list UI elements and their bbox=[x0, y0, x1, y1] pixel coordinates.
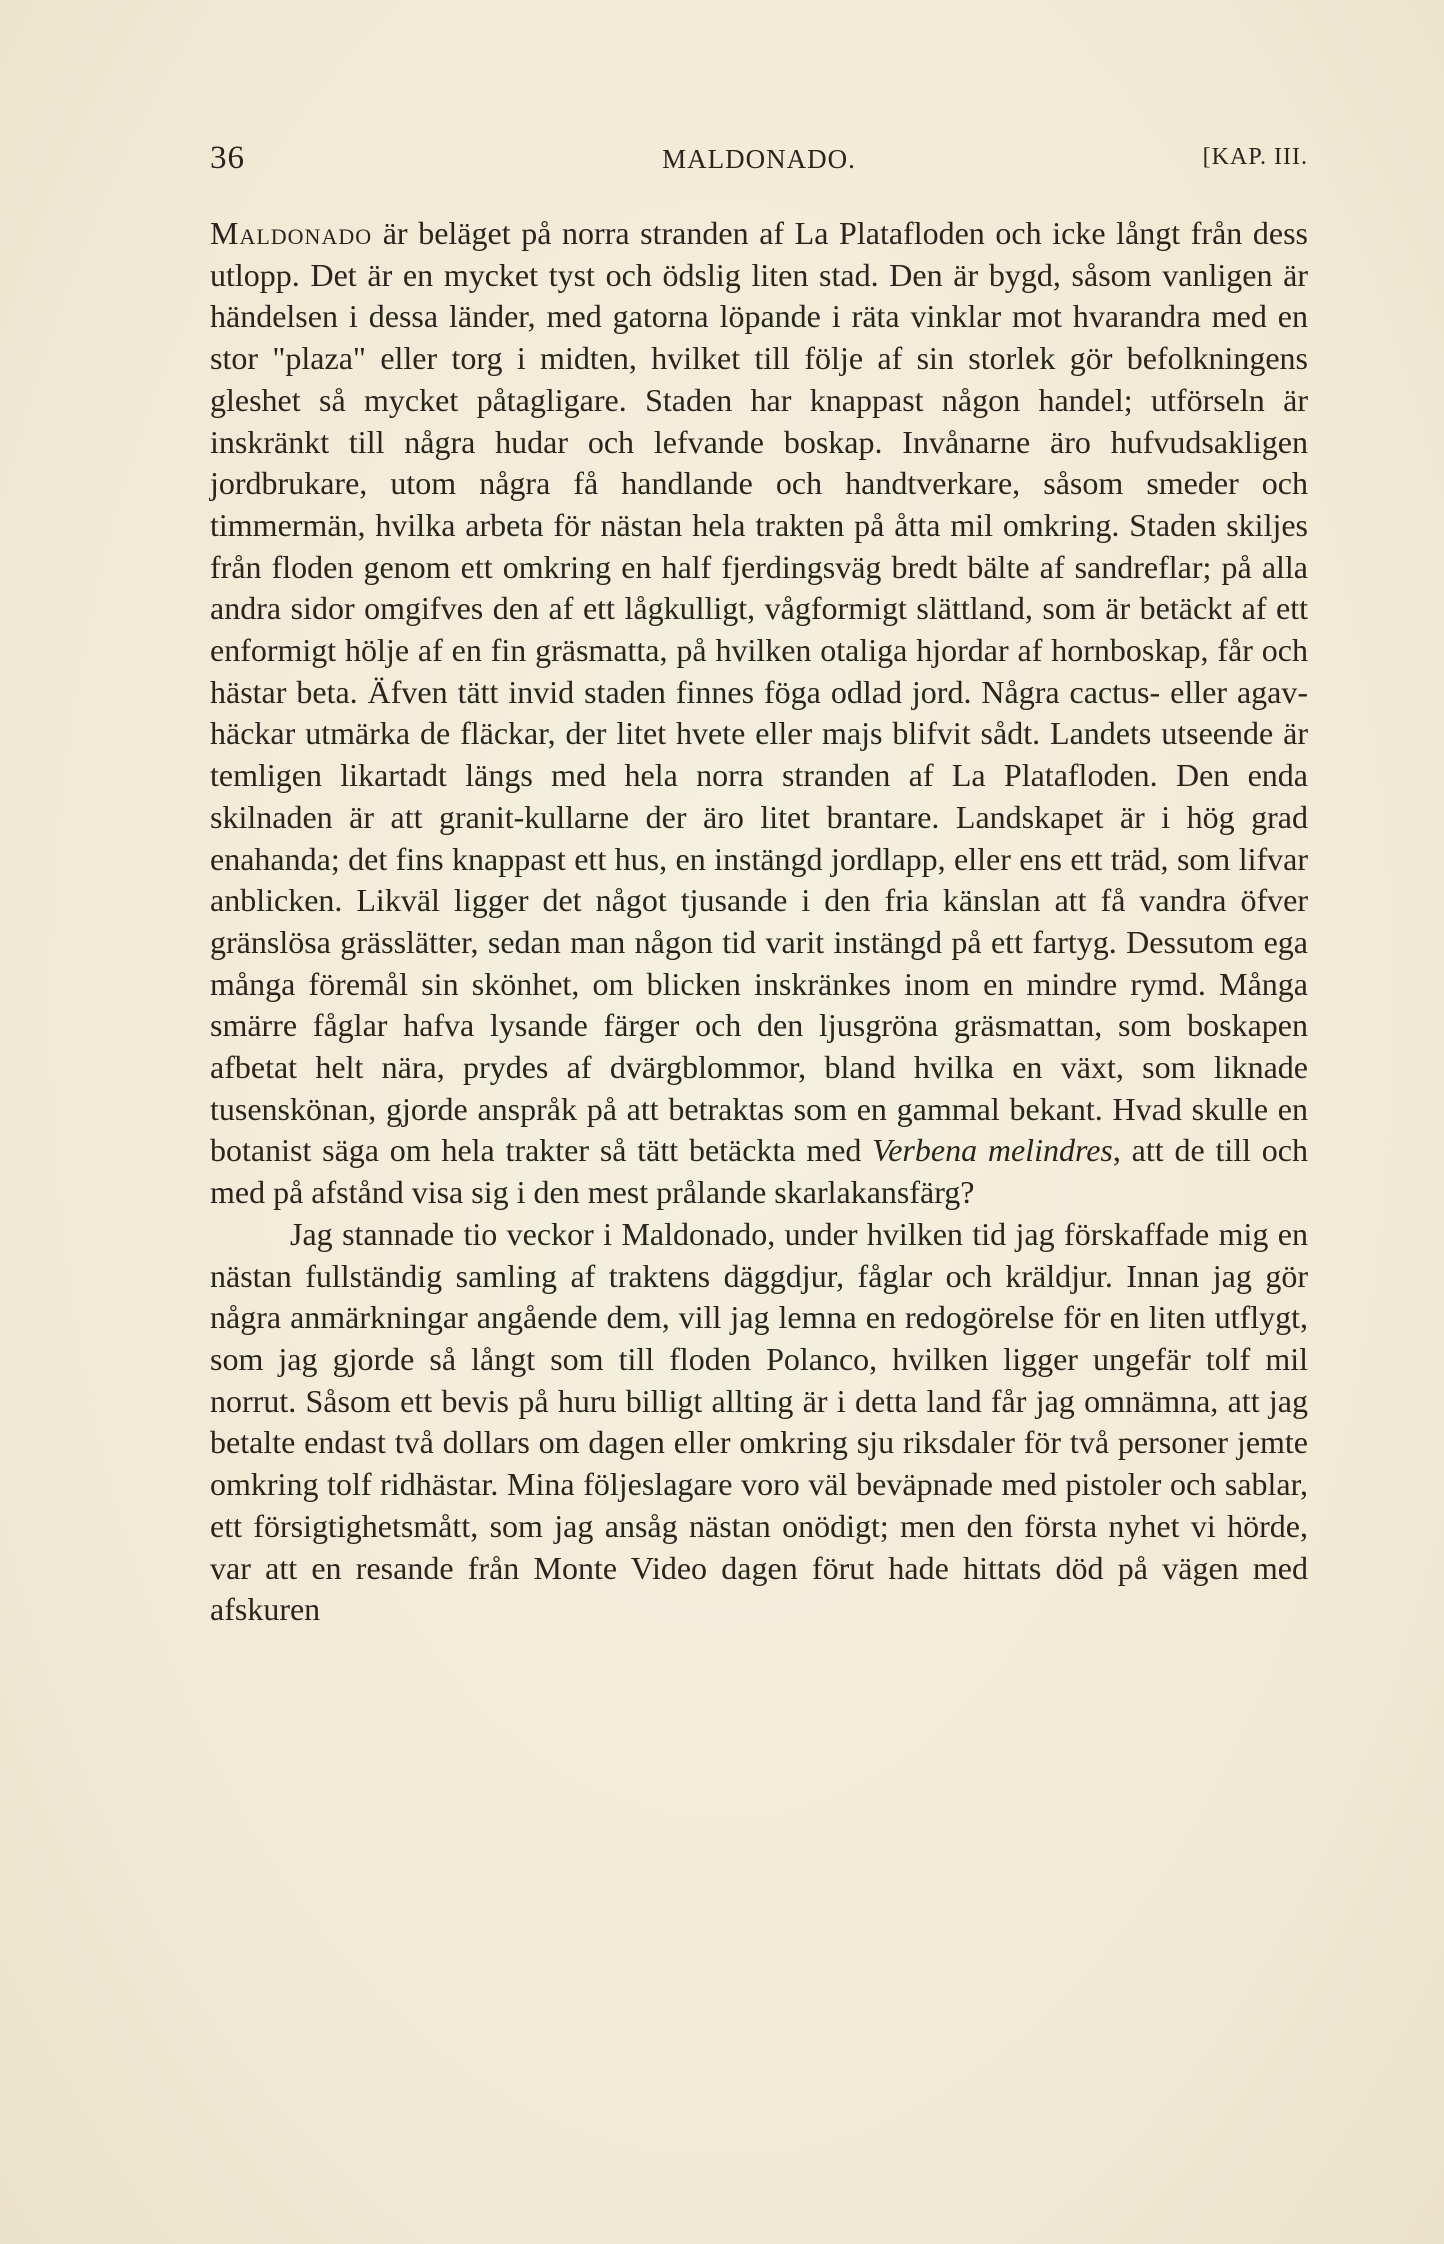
running-title: MALDONADO. bbox=[662, 144, 856, 174]
lead-word: Maldonado bbox=[210, 215, 373, 251]
body-text bbox=[210, 213, 1308, 1631]
chapter-reference: [KAP. III. bbox=[1202, 144, 1308, 170]
running-head bbox=[210, 140, 1308, 180]
paragraph-excursion: Jag stannade tio veckor i Maldonado, under hvilken tid jag förskaffade mig en nästan fullständig samling af traktens däggdjur, fåglar och kräldjur. Innan jag gör några anmärkningar angående dem, vill jag lemna en redogörelse för en liten utflygt, som jag gjorde så långt som till floden Polanco, hvilken ligger ungefär tolf mil norrut. Såsom ett bevis på huru billigt allting är i detta land får jag omnämna, att jag betalte endast två dollars om dagen eller omkring sju riksdaler för två personer jemte omkring tolf ridhästar. Mina följeslagare voro väl beväpnade med pistoler och sablar, ett försigtighetsmått, som jag ansåg nästan onödigt; men den första nyhet vi hörde, var att en resande från Monte Video dagen förut hade hittats död på vägen med afskuren bbox=[210, 1215, 1308, 1628]
species-name: Verbena melindres bbox=[872, 1132, 1113, 1169]
paragraph-text: är beläget på norra stranden af La Platafloden och icke långt från dess utlopp. Det är en mycket tyst och ödslig liten stad. Den är bygd, såsom vanligen är händelsen i dessa länder, med gatorna löpande i räta vinklar mot hvarandra med en stor "plaza" eller torg i midten, hvilket till följe af sin storlek gör befolkningens gleshet så mycket påtagligare. Staden har knappast någon handel; utförseln är inskränkt till några hudar och lefvande boskap. Invånarne äro hufvudsakligen jordbrukare, utom några få handlande och handtverkare, såsom smeder och timmermän, hvilka arbeta för nästan hela trakten på åtta mil omkring. Staden skiljes från floden genom ett omkring en half fjerdingsväg bredt bälte af sandreflar; på alla andra sidor omgifves den af ett lågkulligt, vågformigt slättland, som är betäckt af ett enformigt hölje af en fin gräsmatta, på hvilken otaliga hjordar af hornboskap, får och hästar beta. Äfven tätt invid staden finnes föga odlad jord. Några cactus- eller agav-häckar utmärka de fläckar, der litet hvete eller majs blifvit sådt. Landets utseende är temligen likartadt längs med hela norra stranden af La Platafloden. Den enda skilnaden är att granit-kullarne der äro litet brantare. Landskapet är i hög grad enahanda; det fins knappast ett hus, en instängd jordlapp, eller ens ett träd, som lifvar anblicken. Likväl ligger det något tjusande i den fria känslan att få vandra öfver gränslösa grässlätter, sedan man någon tid varit instängd på ett fartyg. Dessutom ega många föremål sin skönhet, om blicken inskränkes inom en mindre rymd. Många smärre fåglar hafva lysande färger och den ljusgröna gräsmattan, som boskapen afbetat helt nära, prydes af dvärgblommor, bland hvilka en växt, som liknade tusenskönan, gjorde anspråk på att betraktas som en gammal bekant. Hvad skulle en botanist säga om hela trakter så tätt betäckta med bbox=[210, 215, 1308, 1169]
paragraph-maldonado-description bbox=[210, 213, 1308, 1214]
page-number: 36 bbox=[210, 140, 245, 176]
paragraph-text-end: , att de till och med på afstånd visa sig i den mest prålande skarlakansfärg? bbox=[210, 1132, 1309, 1211]
